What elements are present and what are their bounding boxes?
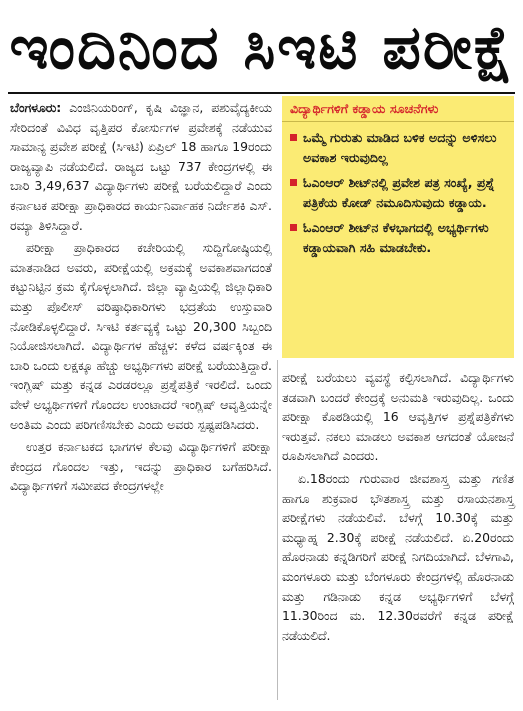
column-divider: [277, 360, 278, 700]
paragraph: ಉತ್ತರ ಕರ್ನಾಟಕದ ಭಾಗಗಳ ಕೆಲವು ವಿದ್ಯಾರ್ಥಿಗಳಿಗೆ ಪರೀಕ್ಷಾ ಕೇಂದ್ರದ ಗೊಂದಲ ಇತ್ತು, ಇದನ್ನು ಪ್ರಾಧಿಕಾರ ಬಗೆಹರಿಸಿದೆ. ವಿದ್ಯಾರ್ಥಿಗಳಿಗೆ ಸಮೀಪದ ಕೇಂದ್ರಗಳಲ್ಲೇ: [10, 439, 272, 494]
paragraph: ಏ.18ರಂದು ಗುರುವಾರ ಜೀವಶಾಸ್ತ್ರ ಮತ್ತು ಗಣಿತ ಹಾಗೂ ಶುಕ್ರವಾರ ಭೌತಶಾಸ್ತ್ರ ಮತ್ತು ರಸಾಯನಶಾಸ್ತ್ರ ಪರೀಕ್ಷೆಗಳು ನಡೆಯಲಿವೆ. ಬೆಳಗ್ಗೆ 10.30ಕ್ಕೆ ಮತ್ತು ಮಧ್ಯಾಹ್ನ 2.30ಕ್ಕೆ ಪರೀಕ್ಷೆ ನಡೆಯಲಿದೆ. ಏ.20ರಂದು ಹೊರನಾಡು ಕನ್ನಡಿಗರಿಗೆ ಪರೀಕ್ಷೆ ನಿಗದಿಯಾಗಿದೆ. ಬೆಳಗಾವಿ, ಮಂಗಳೂರು ಮತ್ತು ಬೆಂಗಳೂರು ಕೇಂದ್ರಗಳಲ್ಲಿ ಹೊರನಾಡು ಮತ್ತು ಗಡಿನಾಡು ಕನ್ನಡ ಅಭ್ಯರ್ಥಿಗಳಿಗೆ ಬೆಳಗ್ಗೆ 11.30ರಿಂದ ಮ. 12.30ರವರೆಗೆ ಕನ್ನಡ ಪರೀಕ್ಷೆ ನಡೆಯಲಿದೆ.: [282, 470, 514, 643]
instruction-text: ಓಎಂಆರ್ ಶೀಟ್‌ನ ಕೆಳಭಾಗದಲ್ಲಿ ಅಭ್ಯರ್ಥಿಗಳು ಕಡ್ಡಾಯವಾಗಿ ಸಹಿ ಮಾಡಬೇಕು.: [303, 220, 489, 255]
instruction-text: ಒಮ್ಮೆ ಗುರುತು ಮಾಡಿದ ಬಳಿಕ ಅದನ್ನು ಅಳಿಸಲು ಅವಕಾಶ ಇರುವುದಿಲ್ಲ: [303, 130, 497, 165]
headline: ಇಂದಿನಿಂದ ಸಿಇಟಿ ಪರೀಕ್ಷೆ: [9, 13, 515, 83]
paragraph: [10, 98, 272, 235]
instruction-item: [290, 218, 506, 257]
paragraph: ಪರೀಕ್ಷಾ ಪ್ರಾಧಿಕಾರದ ಕಚೇರಿಯಲ್ಲಿ ಸುದ್ದಿಗೋಷ್ಠಿಯಲ್ಲಿ ಮಾತನಾಡಿದ ಅವರು, ಪರೀಕ್ಷೆಯಲ್ಲಿ ಅಕ್ರಮಕ್ಕೆ ಅವಕಾಶವಾಗದಂತೆ ಕಟ್ಟುನಿಟ್ಟಿನ ಕ್ರಮ ಕೈಗೊಳ್ಳಲಾಗಿದೆ. ಜಿಲ್ಲಾ ವ್ಯಾಪ್ತಿಯಲ್ಲಿ ಜಿಲ್ಲಾಧಿಕಾರಿ ಮತ್ತು ಪೊಲೀಸ್ ವರಿಷ್ಠಾಧಿಕಾರಿಗಳು ಭದ್ರತೆಯ ಉಸ್ತುವಾರಿ ನೋಡಿಕೊಳ್ಳಲಿದ್ದಾರೆ. ಸಿಇಟಿ ಕರ್ತವ್ಯಕ್ಕೆ ಒಟ್ಟು 20,300 ಸಿಬ್ಬಂದಿ ನಿಯೋಜಿಸಲಾಗಿದೆ. ವಿದ್ಯಾರ್ಥಿಗಳ ಹೆಚ್ಚಳ: ಕಳೆದ ವರ್ಷಕ್ಕಿಂತ ಈ ಬಾರಿ ಒಂದು ಲಕ್ಷಕ್ಕೂ ಹೆಚ್ಚು ಅಭ್ಯರ್ಥಿಗಳು ಪರೀಕ್ಷೆ ಬರೆಯುತ್ತಿದ್ದಾರೆ. ಇಂಗ್ಲಿಷ್ ಮತ್ತು ಕನ್ನಡ ಎರಡರಲ್ಲೂ ಪ್ರಶ್ನೆಪತ್ರಿಕೆ ಇರಲಿದೆ. ಒಂದು ವೇಳೆ ಅಭ್ಯರ್ಥಿಗಳಿಗೆ ಗೊಂದಲ ಉಂಟಾದರೆ ಇಂಗ್ಲಿಷ್ ಆವೃತ್ತಿಯನ್ನೇ ಅಂತಿಮ ಎಂದು ಪರಿಗಣಿಸಬೇಕು ಎಂದು ಅವರು ಸ್ಪಷ್ಟಪಡಿಸಿದರು.: [10, 240, 272, 432]
instruction-item: [290, 173, 506, 212]
instruction-text: ಓಎಂಆರ್ ಶೀಟ್‌ನಲ್ಲಿ ಪ್ರವೇಶ ಪತ್ರ ಸಂಖ್ಯೆ, ಪ್ರಶ್ನೆ ಪತ್ರಿಕೆಯ ಕೋಡ್ ನಮೂದಿಸುವುದು ಕಡ್ಡಾಯ.: [303, 175, 495, 210]
instruction-item: [290, 128, 506, 167]
instructions-box: [282, 96, 514, 358]
instructions-title: ವಿದ್ಯಾರ್ಥಿಗಳಿಗೆ ಕಡ್ಡಾಯ ಸೂಚನೆಗಳು: [282, 96, 514, 122]
paragraph-text: ಎಂಜಿನಿಯರಿಂಗ್, ಕೃಷಿ ವಿಜ್ಞಾನ, ಪಶುವೈದ್ಯಕೀಯ ಸೇರಿದಂತೆ ವಿವಿಧ ವೃತ್ತಿಪರ ಕೋರ್ಸುಗಳ ಪ್ರವೇಶಕ್ಕೆ ನಡೆಯುವ ಸಾಮಾನ್ಯ ಪ್ರವೇಶ ಪರೀಕ್ಷೆ (ಸಿಇಟಿ) ಏಪ್ರಿಲ್ 18 ಹಾಗೂ 19ರಂದು ರಾಜ್ಯವ್ಯಾಪಿ ನಡೆಯಲಿದೆ. ರಾಜ್ಯದ ಒಟ್ಟು 737 ಕೇಂದ್ರಗಳಲ್ಲಿ ಈ ಬಾರಿ 3,49,637 ವಿದ್ಯಾರ್ಥಿಗಳು ಪರೀಕ್ಷೆ ಬರೆಯಲಿದ್ದಾರೆ ಎಂದು ಕರ್ನಾಟಕ ಪರೀಕ್ಷಾ ಪ್ರಾಧಿಕಾರದ ಕಾರ್ಯನಿರ್ವಾಹಕ ನಿರ್ದೇಶಕಿ ಎಸ್. ರಮ್ಯಾ ತಿಳಿಸಿದ್ದಾರೆ.: [10, 100, 272, 233]
instructions-list: [282, 128, 514, 257]
left-column: [10, 98, 272, 499]
paragraph: ಪರೀಕ್ಷೆ ಬರೆಯಲು ವ್ಯವಸ್ಥೆ ಕಲ್ಪಿಸಲಾಗಿದೆ. ವಿದ್ಯಾರ್ಥಿಗಳು ತಡವಾಗಿ ಬಂದರೆ ಕೇಂದ್ರಕ್ಕೆ ಅನುಮತಿ ಇರುವುದಿಲ್ಲ. ಒಂದು ಪರೀಕ್ಷಾ ಕೊಠಡಿಯಲ್ಲಿ 16 ಆವೃತ್ತಿಗಳ ಪ್ರಶ್ನೆಪತ್ರಿಕೆಗಳು ಇರುತ್ತವೆ. ನಕಲು ಮಾಡಲು ಅವಕಾಶ ಆಗದಂತೆ ಯೋಜನೆ ರೂಪಿಸಲಾಗಿದೆ ಎಂದರು.: [282, 370, 514, 464]
dateline: ಬೆಂಗಳೂರು:: [10, 100, 62, 115]
square-bullet-icon: [290, 179, 297, 186]
right-column: [282, 368, 514, 648]
headline-rule: [8, 92, 515, 94]
square-bullet-icon: [290, 224, 297, 231]
square-bullet-icon: [290, 134, 297, 141]
